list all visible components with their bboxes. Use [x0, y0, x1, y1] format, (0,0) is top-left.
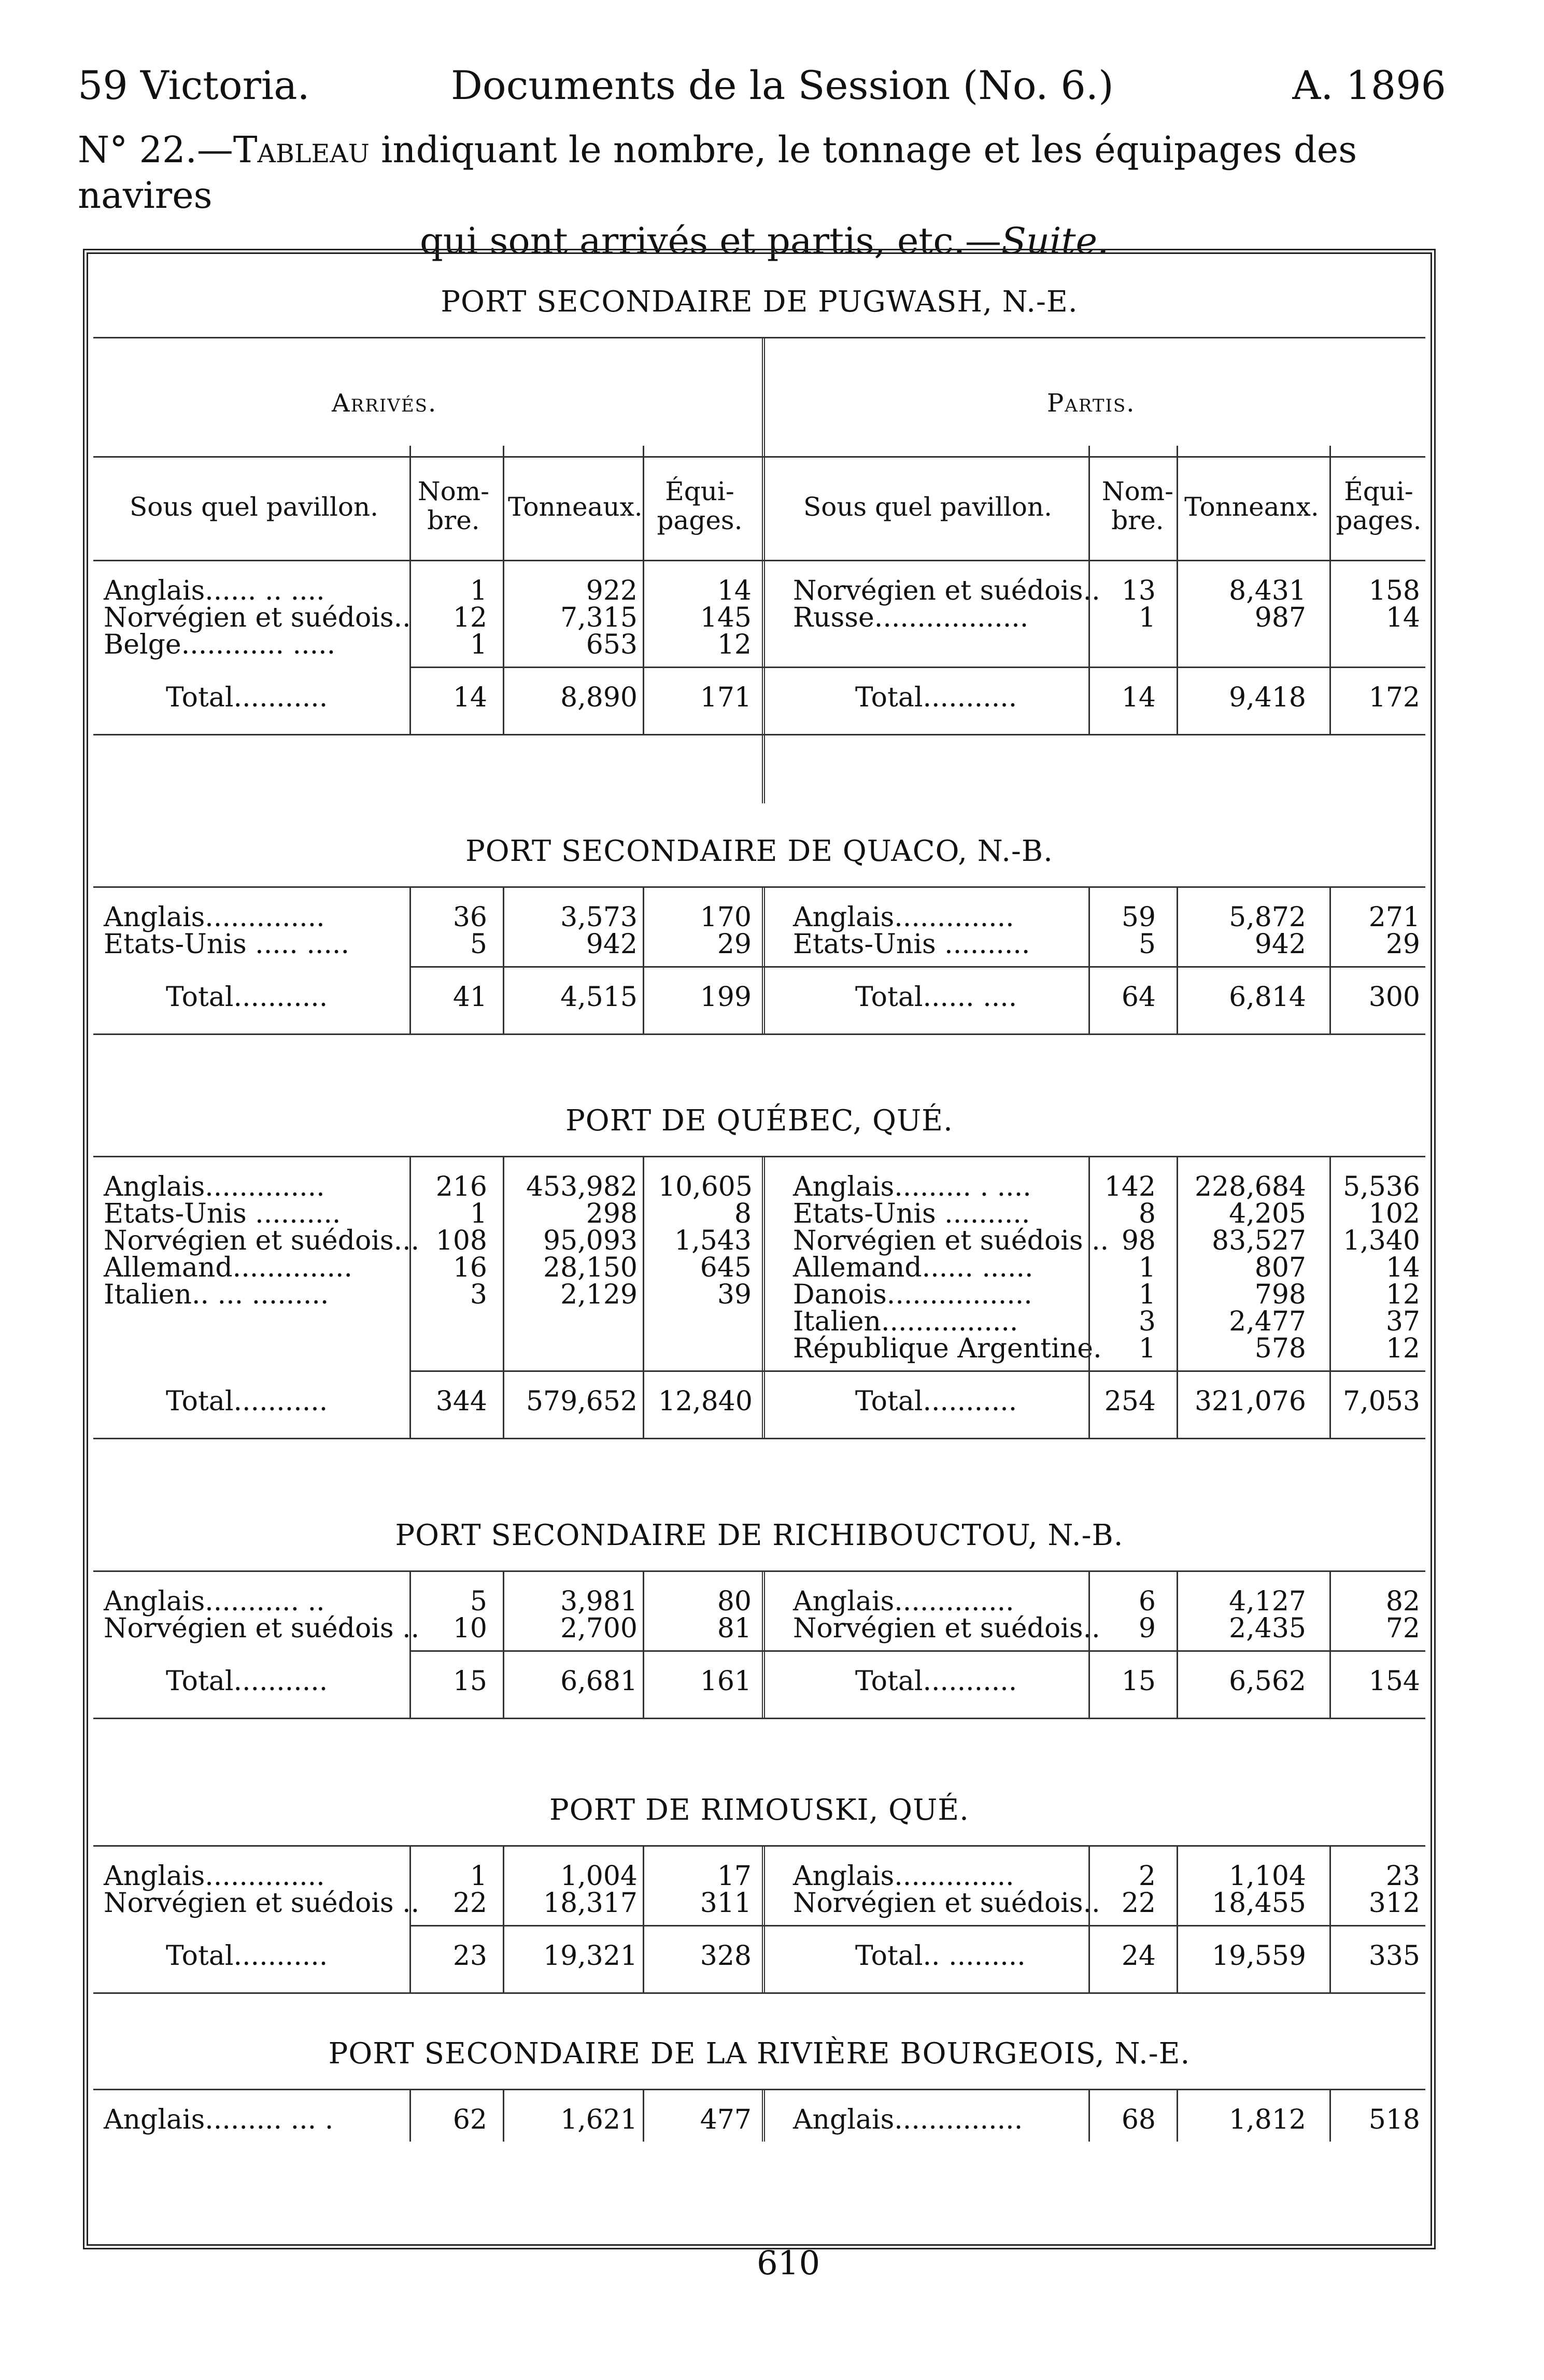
- column-rule: [1329, 2089, 1331, 2142]
- arrival-total-crew: 171: [700, 682, 752, 713]
- column-rule: [1329, 1570, 1331, 1718]
- departure-total-number: 15: [1121, 1666, 1156, 1697]
- arrival-row-tonnage: 7,315: [560, 602, 638, 633]
- departure-row-tonnage: 18,455: [1212, 1888, 1306, 1919]
- departure-row-crew: 23: [1385, 1861, 1420, 1892]
- column-rule: [1088, 886, 1090, 1033]
- rule: [93, 560, 1425, 561]
- arrival-row-number: 62: [452, 2104, 487, 2135]
- departure-total-number: 64: [1121, 982, 1156, 1013]
- departure-row-flag: Anglais...............: [793, 2104, 1023, 2135]
- column-rule: [643, 886, 644, 1033]
- departure-row-crew: 82: [1385, 1586, 1420, 1617]
- column-rule: [762, 337, 765, 803]
- rule: [93, 886, 1425, 888]
- departure-row-tonnage: 83,527: [1212, 1225, 1306, 1256]
- departure-total-label: Total.. .........: [855, 1940, 1026, 1972]
- arrival-row-crew: 12: [717, 629, 752, 660]
- departures-group-header: Partis.: [1047, 389, 1136, 418]
- arrival-row-crew: 170: [700, 902, 752, 933]
- departure-row-crew: 14: [1385, 602, 1420, 633]
- departure-row-tonnage: 942: [1254, 929, 1306, 960]
- column-rule: [643, 1570, 644, 1718]
- rule: [93, 2089, 1425, 2090]
- arrival-row-crew: 311: [700, 1888, 752, 1919]
- departure-row-flag: Etats-Unis ..........: [793, 1198, 1030, 1229]
- departure-total-crew: 154: [1368, 1666, 1420, 1697]
- arrival-row-flag: Belge............ .....: [104, 629, 336, 660]
- arrival-row-number: 1: [470, 1198, 487, 1229]
- caption-suite: Suite.: [1001, 220, 1109, 262]
- arrival-row-crew: 477: [700, 2104, 752, 2135]
- col-header-flag: Sous quel pavillon.: [129, 492, 379, 522]
- departure-row-flag: Etats-Unis ..........: [793, 929, 1030, 960]
- arrival-total-number: 14: [452, 682, 487, 713]
- arrival-row-flag: Norvégien et suédois ..: [104, 1613, 420, 1644]
- column-rule: [762, 2089, 765, 2142]
- column-rule: [503, 886, 504, 1033]
- departure-row-tonnage: 4,127: [1229, 1586, 1306, 1617]
- column-rule: [762, 886, 765, 1033]
- arrival-row-crew: 80: [717, 1586, 752, 1617]
- departure-row-crew: 14: [1385, 1252, 1420, 1283]
- section-title: PORT SECONDAIRE DE RICHIBOUCTOU, N.-B.: [395, 1519, 1124, 1552]
- departure-row-crew: 158: [1368, 575, 1420, 606]
- arrival-row-tonnage: 1,004: [560, 1861, 638, 1892]
- column-rule: [503, 446, 504, 734]
- arrival-row-flag: Etats-Unis ..... .....: [104, 929, 349, 960]
- rule: [409, 966, 1425, 968]
- arrival-row-tonnage: 2,700: [560, 1613, 638, 1644]
- arrival-row-flag: Norvégien et suédois..: [104, 602, 411, 633]
- arrival-row-flag: Anglais..............: [104, 902, 325, 933]
- column-rule: [643, 1845, 644, 1992]
- departure-row-crew: 12: [1385, 1279, 1420, 1310]
- departure-total-label: Total...........: [855, 682, 1017, 713]
- departure-row-number: 13: [1121, 575, 1156, 606]
- departure-total-label: Total...........: [855, 1386, 1017, 1417]
- arrival-total-crew: 328: [700, 1940, 752, 1972]
- col-header-crew: Équi-pages.: [657, 476, 743, 535]
- arrival-row-flag: Anglais..............: [104, 1861, 325, 1892]
- rule: [409, 1370, 1425, 1372]
- departure-total-number: 14: [1121, 682, 1156, 713]
- departure-row-tonnage: 987: [1254, 602, 1306, 633]
- departure-row-crew: 72: [1385, 1613, 1420, 1644]
- departure-row-crew: 102: [1368, 1198, 1420, 1229]
- departure-row-tonnage: 1,104: [1229, 1861, 1306, 1892]
- departure-row-tonnage: 578: [1254, 1333, 1306, 1364]
- departure-row-tonnage: 798: [1254, 1279, 1306, 1310]
- arrival-total-label: Total...........: [166, 982, 328, 1013]
- column-rule: [409, 1845, 411, 1992]
- arrival-row-flag: Anglais...... .. ....: [104, 575, 325, 606]
- arrival-row-tonnage: 942: [586, 929, 638, 960]
- col-header-flag-r: Sous quel pavillon.: [803, 492, 1053, 522]
- departure-row-flag: Anglais......... . ....: [793, 1171, 1031, 1202]
- arrival-total-number: 23: [452, 1940, 487, 1972]
- departure-row-number: 98: [1121, 1225, 1156, 1256]
- column-rule: [1088, 1845, 1090, 1992]
- departure-row-crew: 1,340: [1343, 1225, 1420, 1256]
- departure-row-crew: 271: [1368, 902, 1420, 933]
- column-rule: [1088, 446, 1090, 734]
- rule: [93, 1845, 1425, 1847]
- arrival-total-label: Total...........: [166, 1666, 328, 1697]
- column-rule: [503, 1570, 504, 1718]
- departure-row-tonnage: 228,684: [1194, 1171, 1306, 1202]
- column-rule: [643, 446, 644, 734]
- arrival-row-tonnage: 3,981: [560, 1586, 638, 1617]
- arrival-row-flag: Allemand..............: [104, 1252, 353, 1283]
- arrival-row-flag: Anglais........... ..: [104, 1586, 325, 1617]
- column-rule: [1177, 886, 1178, 1033]
- arrival-row-crew: 81: [717, 1613, 752, 1644]
- column-rule: [409, 2089, 411, 2142]
- col-header-number-r: Nom-bre.: [1101, 476, 1174, 535]
- arrival-row-flag: Norvégien et suédois...: [104, 1225, 420, 1256]
- departure-row-number: 22: [1121, 1888, 1156, 1919]
- arrival-row-tonnage: 28,150: [543, 1252, 638, 1283]
- arrival-row-tonnage: 653: [586, 629, 638, 660]
- departure-total-tonnage: 6,814: [1229, 982, 1306, 1013]
- arrival-total-crew: 161: [700, 1666, 752, 1697]
- arrival-total-number: 344: [435, 1386, 487, 1417]
- arrival-row-number: 5: [470, 929, 487, 960]
- arrival-row-number: 3: [470, 1279, 487, 1310]
- departure-row-number: 8: [1138, 1198, 1156, 1229]
- departure-row-flag: Anglais..............: [793, 1586, 1014, 1617]
- column-rule: [762, 1570, 765, 1718]
- arrival-row-number: 108: [435, 1225, 487, 1256]
- arrival-total-crew: 12,840: [658, 1386, 753, 1417]
- shipping-table: [83, 249, 1436, 2249]
- column-rule: [1177, 1845, 1178, 1992]
- col-header-tonnage: Tonneaux.: [508, 492, 643, 522]
- section-title: PORT SECONDAIRE DE PUGWASH, N.-E.: [441, 285, 1078, 319]
- departure-row-flag: République Argentine.: [793, 1333, 1102, 1364]
- header-year: A. 1896: [1292, 62, 1446, 108]
- column-rule: [1088, 2089, 1090, 2142]
- column-rule: [1329, 1156, 1331, 1438]
- column-rule: [1177, 2089, 1178, 2142]
- arrival-row-flag: Anglais..............: [104, 1171, 325, 1202]
- departure-row-flag: Norvégien et suédois..: [793, 575, 1100, 606]
- departure-row-number: 6: [1138, 1586, 1156, 1617]
- departure-row-tonnage: 807: [1254, 1252, 1306, 1283]
- departure-row-crew: 5,536: [1343, 1171, 1420, 1202]
- rule: [93, 1992, 1425, 1994]
- departure-row-number: 59: [1121, 902, 1156, 933]
- rule: [93, 1438, 1425, 1439]
- caption-text: indiquant le nombre, le tonnage et les équipages des navires: [78, 129, 1357, 217]
- rule: [93, 337, 1425, 338]
- caption-tableau: Tableau: [233, 129, 370, 171]
- departure-row-flag: Allemand...... ......: [793, 1252, 1033, 1283]
- departure-row-number: 1: [1138, 1252, 1156, 1283]
- arrival-total-label: Total...........: [166, 1386, 328, 1417]
- arrival-row-crew: 17: [717, 1861, 752, 1892]
- arrival-row-crew: 39: [717, 1279, 752, 1310]
- departure-total-tonnage: 321,076: [1194, 1386, 1306, 1417]
- rule: [93, 1156, 1425, 1157]
- rule: [93, 1033, 1425, 1035]
- table-caption: [78, 127, 1446, 264]
- departure-total-tonnage: 6,562: [1229, 1666, 1306, 1697]
- arrival-row-number: 1: [470, 1861, 487, 1892]
- column-rule: [503, 1156, 504, 1438]
- arrival-row-tonnage: 298: [586, 1198, 638, 1229]
- departure-row-number: 5: [1138, 929, 1156, 960]
- arrival-row-crew: 29: [717, 929, 752, 960]
- arrival-total-tonnage: 4,515: [560, 982, 638, 1013]
- departure-row-crew: 518: [1368, 2104, 1420, 2135]
- column-rule: [1177, 1570, 1178, 1718]
- header-volume: 59 Victoria.: [78, 62, 310, 108]
- column-rule: [762, 1845, 765, 1992]
- column-rule: [503, 1845, 504, 1992]
- arrival-total-tonnage: 579,652: [526, 1386, 638, 1417]
- departure-total-label: Total...... ....: [855, 982, 1017, 1013]
- departure-row-crew: 29: [1385, 929, 1420, 960]
- arrival-row-flag: Anglais......... ... .: [104, 2104, 334, 2135]
- arrival-row-number: 5: [470, 1586, 487, 1617]
- departure-row-crew: 12: [1385, 1333, 1420, 1364]
- rule: [93, 456, 1425, 458]
- column-rule: [762, 1156, 765, 1438]
- arrival-row-flag: Norvégien et suédois ..: [104, 1888, 420, 1919]
- departure-row-flag: Anglais..............: [793, 1861, 1014, 1892]
- column-rule: [643, 1156, 644, 1438]
- running-header: [78, 57, 1446, 114]
- arrival-total-label: Total...........: [166, 682, 328, 713]
- departure-row-tonnage: 8,431: [1229, 575, 1306, 606]
- arrival-row-tonnage: 18,317: [543, 1888, 638, 1919]
- arrival-total-number: 15: [452, 1666, 487, 1697]
- arrival-row-crew: 645: [700, 1252, 752, 1283]
- departure-row-tonnage: 2,477: [1229, 1306, 1306, 1337]
- column-rule: [1088, 1156, 1090, 1438]
- arrival-row-number: 1: [470, 629, 487, 660]
- arrival-row-tonnage: 2,129: [560, 1279, 638, 1310]
- arrival-row-tonnage: 453,982: [526, 1171, 638, 1202]
- arrival-row-number: 10: [452, 1613, 487, 1644]
- arrival-row-crew: 145: [700, 602, 752, 633]
- rule: [93, 1570, 1425, 1572]
- departure-row-flag: Italien................: [793, 1306, 1018, 1337]
- departure-row-flag: Anglais..............: [793, 902, 1014, 933]
- column-rule: [1329, 886, 1331, 1033]
- arrival-row-number: 1: [470, 575, 487, 606]
- departure-row-number: 1: [1138, 602, 1156, 633]
- arrival-row-number: 216: [435, 1171, 487, 1202]
- arrival-row-crew: 10,605: [658, 1171, 753, 1202]
- col-header-tonnage-r: Tonneanx.: [1184, 492, 1319, 522]
- column-rule: [1329, 446, 1331, 734]
- caption-text-2: qui sont arrivés et partis, etc.—: [420, 220, 1002, 262]
- arrivals-group-header: Arrivés.: [332, 389, 437, 418]
- arrival-row-number: 22: [452, 1888, 487, 1919]
- departure-row-number: 68: [1121, 2104, 1156, 2135]
- departure-row-flag: Norvégien et suédois ..: [793, 1225, 1109, 1256]
- arrival-total-number: 41: [452, 982, 487, 1013]
- col-header-crew-r: Équi-pages.: [1336, 476, 1422, 535]
- arrival-row-number: 36: [452, 902, 487, 933]
- caption-number: N° 22.—: [78, 129, 233, 171]
- arrival-row-tonnage: 1,621: [560, 2104, 638, 2135]
- departure-total-crew: 335: [1368, 1940, 1420, 1972]
- arrival-total-tonnage: 8,890: [560, 682, 638, 713]
- departure-total-crew: 300: [1368, 982, 1420, 1013]
- arrival-row-flag: Italien.. ... .........: [104, 1279, 329, 1310]
- page-number: 610: [757, 2244, 820, 2283]
- section-title: PORT DE RIMOUSKI, QUÉ.: [549, 1793, 969, 1827]
- arrival-total-tonnage: 19,321: [543, 1940, 638, 1972]
- departure-row-number: 1: [1138, 1279, 1156, 1310]
- departure-row-tonnage: 5,872: [1229, 902, 1306, 933]
- arrival-row-flag: Etats-Unis ..........: [104, 1198, 341, 1229]
- col-header-number: Nom-bre.: [417, 476, 490, 535]
- rule: [409, 1650, 1425, 1652]
- rule: [93, 1718, 1425, 1719]
- departure-total-crew: 172: [1368, 682, 1420, 713]
- column-rule: [409, 446, 411, 734]
- column-rule: [1088, 1570, 1090, 1718]
- arrival-row-tonnage: 95,093: [543, 1225, 638, 1256]
- column-rule: [643, 2089, 644, 2142]
- departure-row-flag: Danois.................: [793, 1279, 1032, 1310]
- departure-total-tonnage: 19,559: [1212, 1940, 1306, 1972]
- departure-row-number: 142: [1104, 1171, 1156, 1202]
- section-title: PORT DE QUÉBEC, QUÉ.: [565, 1104, 953, 1138]
- arrival-row-number: 12: [452, 602, 487, 633]
- column-rule: [409, 1156, 411, 1438]
- column-rule: [503, 2089, 504, 2142]
- departure-row-tonnage: 4,205: [1229, 1198, 1306, 1229]
- departure-total-number: 254: [1104, 1386, 1156, 1417]
- departure-total-tonnage: 9,418: [1229, 682, 1306, 713]
- arrival-total-crew: 199: [700, 982, 752, 1013]
- arrival-row-number: 16: [452, 1252, 487, 1283]
- arrival-total-label: Total...........: [166, 1940, 328, 1972]
- arrival-total-tonnage: 6,681: [560, 1666, 638, 1697]
- section-title: PORT SECONDAIRE DE QUACO, N.-B.: [465, 834, 1053, 868]
- departure-row-crew: 37: [1385, 1306, 1420, 1337]
- departure-row-number: 9: [1138, 1613, 1156, 1644]
- column-rule: [409, 886, 411, 1033]
- header-documents: Documents de la Session (No. 6.): [451, 62, 1114, 108]
- section-title: PORT SECONDAIRE DE LA RIVIÈRE BOURGEOIS, N.-E.: [328, 2037, 1191, 2071]
- departure-row-crew: 312: [1368, 1888, 1420, 1919]
- arrival-row-tonnage: 922: [586, 575, 638, 606]
- arrival-row-crew: 1,543: [674, 1225, 752, 1256]
- rule: [409, 667, 1425, 668]
- departure-row-tonnage: 2,435: [1229, 1613, 1306, 1644]
- departure-row-flag: Russe..................: [793, 602, 1029, 633]
- arrival-row-crew: 14: [717, 575, 752, 606]
- departure-row-flag: Norvégien et suédois..: [793, 1888, 1100, 1919]
- departure-total-crew: 7,053: [1343, 1386, 1420, 1417]
- column-rule: [1177, 446, 1178, 734]
- departure-row-number: 3: [1138, 1306, 1156, 1337]
- column-rule: [409, 1570, 411, 1718]
- departure-row-number: 2: [1138, 1861, 1156, 1892]
- departure-total-number: 24: [1121, 1940, 1156, 1972]
- column-rule: [1177, 1156, 1178, 1438]
- departure-row-tonnage: 1,812: [1229, 2104, 1306, 2135]
- rule: [409, 1925, 1425, 1926]
- arrival-row-tonnage: 3,573: [560, 902, 638, 933]
- column-rule: [1329, 1845, 1331, 1992]
- departure-row-flag: Norvégien et suédois..: [793, 1613, 1100, 1644]
- departure-total-label: Total...........: [855, 1666, 1017, 1697]
- departure-row-number: 1: [1138, 1333, 1156, 1364]
- arrival-row-crew: 8: [734, 1198, 752, 1229]
- rule: [93, 734, 1425, 735]
